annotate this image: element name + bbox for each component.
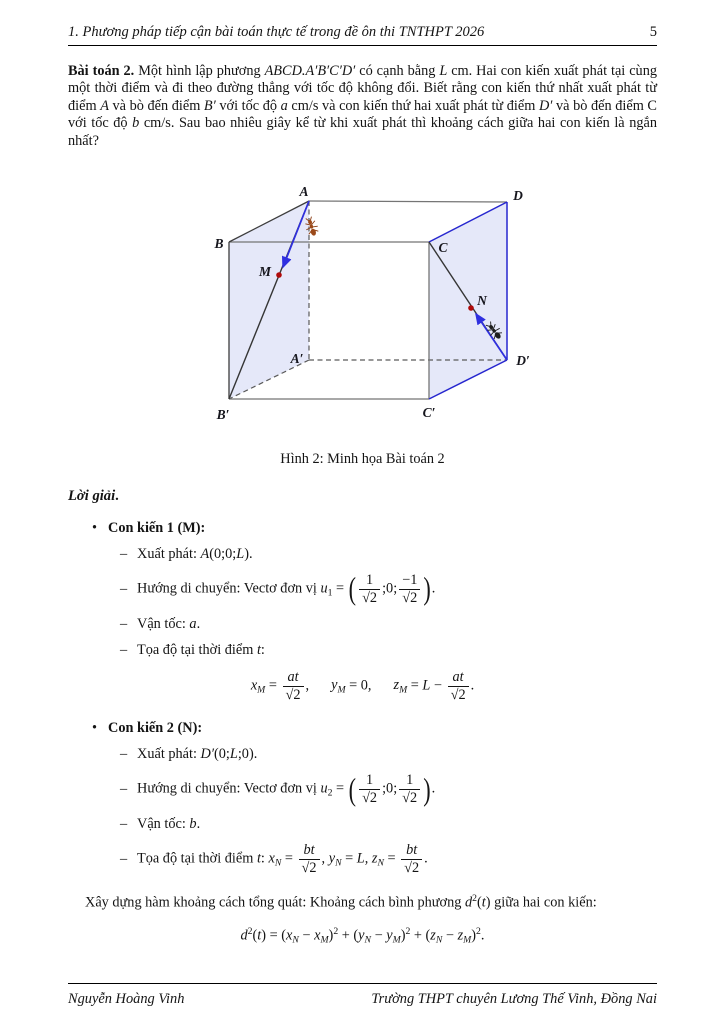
solution-step [120,842,657,877]
solution-step [120,616,657,633]
vertex-label-c: C [437,240,448,256]
ant1-bullet [92,520,657,537]
figure-caption: Hình 2: Minh họa Bài toán 2 [280,451,445,468]
dash-icon: – [120,641,128,658]
solution-step [120,642,657,659]
point-label-n: N [476,293,487,309]
solution-step [120,746,657,763]
step-text: Hướng di chuyển: Vectơ đơn vị $u_1$ = ( $\frac{1}{√2}$ ;0; $\frac{-1}{√2}$ ). [137,570,436,607]
solution-step [120,546,657,563]
bullet-icon: • [92,520,98,537]
dash-icon: – [120,580,128,597]
dash-icon: – [120,781,128,798]
step-text: Tọa độ tại thời điểm t: [137,641,265,658]
ant1-title: Con kiến 1 (M): [108,520,206,537]
ant2-title: Con kiến 2 (N): [108,720,203,737]
vertex-label-cp: C′ [422,405,435,421]
dash-icon: – [120,615,128,632]
step-text: Vận tốc: a. [137,615,201,632]
point-label-m: M [258,264,271,280]
point-m [276,272,282,278]
ant1-section [68,520,657,703]
vertex-label-ap: A′ [290,351,303,367]
step-text: Hướng di chuyển: Vectơ đơn vị $u_2$ = ( $\frac{1}{√2}$ ;0; $\frac{1}{√2}$ ). [137,771,436,808]
dash-icon: – [120,816,128,833]
page-number: 5 [649,24,657,40]
step-text: Xuất phát: A(0;0;L). [137,546,253,563]
vertex-label-bp: B′ [216,407,229,423]
vertex-label-b: B [213,236,224,252]
vertex-label-d: D [512,188,523,204]
page-header [68,24,657,46]
header-title: 1. Phương pháp tiếp cận bài toán thực tế trong đề ôn thi TNTHPT 2026 [68,24,485,40]
distance-equation: $d^2(t) = (x_N - x_M)^2 + (y_N - y_M)^2 + (z_N - z_M)^2$. [240,925,485,946]
dash-icon: – [120,546,128,563]
solution-step [120,572,657,607]
step-text: Xuất phát: D′(0;L;0). [137,746,258,763]
problem-statement: Bài toán 2. Một hình lập phương ABCD.A′B′C′D′ có cạnh bằng L cm. Hai con kiến xuất phát tại cùng một thời điểm và đi theo đường thẳng với tốc độ không đổi. Biết rằng con kiến thứ nhất xuất phát từ điểm A và bò đến điểm B′ với tốc độ a cm/s và con kiến thứ hai xuất phát từ điểm D′ và bò đến điểm C với tốc độ b cm/s. Sau bao nhiêu giây kể từ khi xuất phát thì khoảng cách giữa hai con kiến là ngắn nhất? [68,63,657,149]
page-footer [68,983,657,1008]
point-n [468,305,474,311]
vertex-label-a: A [298,184,309,200]
ant2-section [68,720,657,876]
vertex-label-dp: D′ [515,353,530,369]
footer-school: Trường THPT chuyên Lương Thế Vinh, Đồng Nai [371,991,657,1007]
solution-step [120,816,657,833]
dash-icon: – [120,851,128,868]
solution-heading: Lời giải. [68,488,119,505]
cube-diagram-svg [177,176,549,436]
bullet-icon: • [92,720,98,737]
cube-figure [68,176,657,468]
display-equation-ant1: $x_M$ = $\frac{at}{√2}$ , $y_M = 0$, $z_M = L$ − $\frac{at}{√2}$ . [250,668,475,703]
footer-author: Nguyễn Hoàng Vinh [68,991,185,1007]
step-text: Vận tốc: b. [137,816,201,833]
solution-step [120,772,657,807]
ant2-bullet [92,720,657,737]
closing-paragraph: Xây dựng hàm khoảng cách tổng quát: Khoảng cách bình phương $d^2(t)$ giữa hai con kiến: [85,892,597,911]
step-text: Tọa độ tại thời điểm t: $x_N$ = $\frac{bt}{√2}$ , $y_N = L$, $z_N$ = $\frac{bt}{√2}$ . [137,842,428,877]
dash-icon: – [120,746,128,763]
